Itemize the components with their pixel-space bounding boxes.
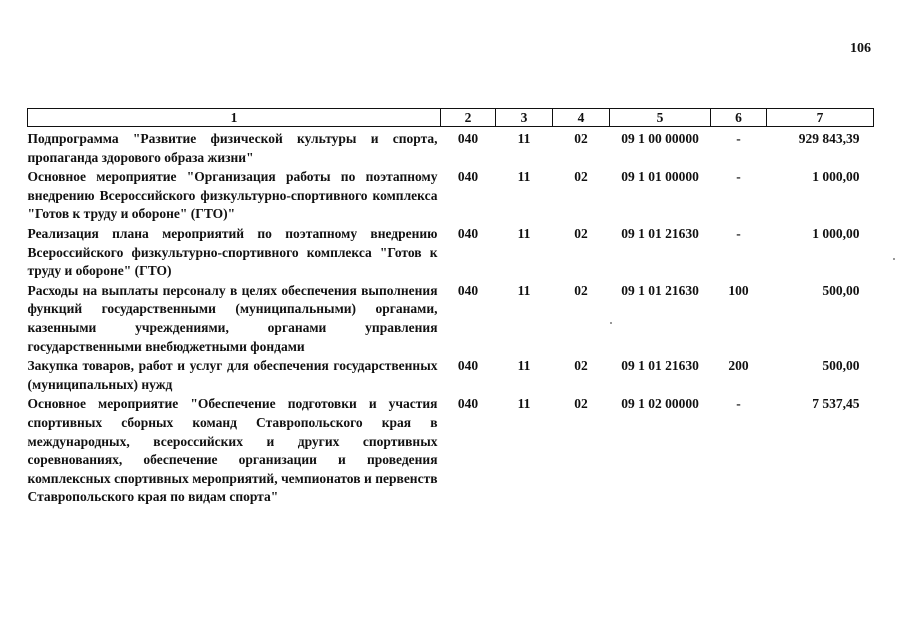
table-body bbox=[28, 127, 874, 508]
row-col4-cell: 02 bbox=[574, 282, 588, 298]
row-col6-cell: - bbox=[736, 169, 741, 185]
row-col6-cell: 200 bbox=[728, 358, 749, 374]
row-col3-cell: 11 bbox=[517, 282, 531, 298]
row-col2-cell: 040 bbox=[457, 358, 479, 374]
row-name-cell: Расходы на выплаты персоналу в целях обеспечения выполнения функций государственными (муниципальными) органами, казенными учреждениями, органами управления государственными внебюджетными фондами bbox=[27, 282, 438, 354]
table-row bbox=[28, 282, 874, 357]
row-col7-cell: 500,00 bbox=[822, 358, 860, 374]
row-col6-cell: 100 bbox=[728, 282, 749, 298]
row-name-cell: Основное мероприятие "Обеспечение подготовки и участия спортивных сборных команд Ставропольского края в международных, всероссийских и других спортивных соревнованиях, обеспечение организации и проведения комплексных спортивных мероприятий, чемпионатов и первенств Ставропольского края по видам спорта" bbox=[27, 396, 438, 505]
row-col2-cell: 040 bbox=[457, 282, 479, 298]
row-col7-cell: 1 000,00 bbox=[812, 225, 860, 241]
row-col6-cell: - bbox=[736, 131, 741, 146]
row-col5-cell: 09 1 01 21630 bbox=[621, 358, 699, 374]
table-header bbox=[28, 109, 874, 127]
table-row bbox=[28, 168, 874, 225]
row-col7-cell: 929 843,39 bbox=[798, 131, 860, 146]
row-col2-cell: 040 bbox=[457, 131, 479, 146]
scan-speck bbox=[610, 322, 612, 324]
row-name-cell: Основное мероприятие "Организация работы по поэтапному внедрению Всероссийского физкультурно-спортивного комплекса "Готов к труду и обороне" (ГТО)" bbox=[27, 169, 438, 222]
row-col7-cell: 1 000,00 bbox=[812, 169, 860, 185]
header-cell-5: 5 bbox=[610, 109, 711, 127]
row-col4-cell: 02 bbox=[574, 225, 588, 241]
header-cell-1: 1 bbox=[28, 109, 441, 127]
table-row bbox=[28, 357, 874, 395]
row-col3-cell: 11 bbox=[517, 169, 531, 185]
row-col5-cell: 09 1 01 00000 bbox=[621, 169, 699, 185]
row-col5-cell: 09 1 01 21630 bbox=[621, 282, 699, 298]
row-col3-cell: 11 bbox=[517, 358, 531, 374]
table-row bbox=[28, 127, 874, 169]
row-col6-cell: - bbox=[736, 225, 741, 241]
row-col4-cell: 02 bbox=[574, 396, 588, 412]
header-cell-7: 7 bbox=[767, 109, 874, 127]
row-col4-cell: 02 bbox=[574, 169, 588, 185]
table-row bbox=[28, 395, 874, 508]
row-col3-cell: 11 bbox=[517, 225, 531, 241]
row-col5-cell: 09 1 00 00000 bbox=[621, 131, 699, 146]
row-name-cell: Закупка товаров, работ и услуг для обеспечения государственных (муниципальных) нужд bbox=[27, 358, 438, 392]
row-col6-cell: - bbox=[736, 396, 741, 412]
row-col2-cell: 040 bbox=[457, 225, 479, 241]
table-row bbox=[28, 225, 874, 282]
row-col3-cell: 11 bbox=[517, 131, 531, 146]
header-cell-2: 2 bbox=[441, 109, 496, 127]
header-cell-3: 3 bbox=[496, 109, 553, 127]
row-col2-cell: 040 bbox=[457, 396, 479, 412]
row-col5-cell: 09 1 01 21630 bbox=[621, 225, 699, 241]
row-col4-cell: 02 bbox=[574, 358, 588, 374]
row-col7-cell: 500,00 bbox=[822, 282, 860, 298]
budget-table bbox=[27, 108, 874, 508]
row-col3-cell: 11 bbox=[517, 396, 531, 412]
header-cell-4: 4 bbox=[553, 109, 610, 127]
row-col4-cell: 02 bbox=[574, 131, 588, 146]
row-col2-cell: 040 bbox=[457, 169, 479, 185]
row-col5-cell: 09 1 02 00000 bbox=[621, 396, 699, 412]
row-col7-cell: 7 537,45 bbox=[812, 396, 860, 412]
header-cell-6: 6 bbox=[711, 109, 767, 127]
row-name-cell: Реализация плана мероприятий по поэтапному внедрению Всероссийского физкультурно-спортивного комплекса "Готов к труду и обороне" (ГТО) bbox=[27, 225, 438, 279]
header-row bbox=[28, 109, 874, 127]
page-number: 106 bbox=[850, 41, 871, 56]
row-name-cell: Подпрограмма "Развитие физической культуры и спорта, пропаганда здорового образа жизни" bbox=[27, 131, 438, 165]
scan-speck bbox=[893, 258, 895, 260]
